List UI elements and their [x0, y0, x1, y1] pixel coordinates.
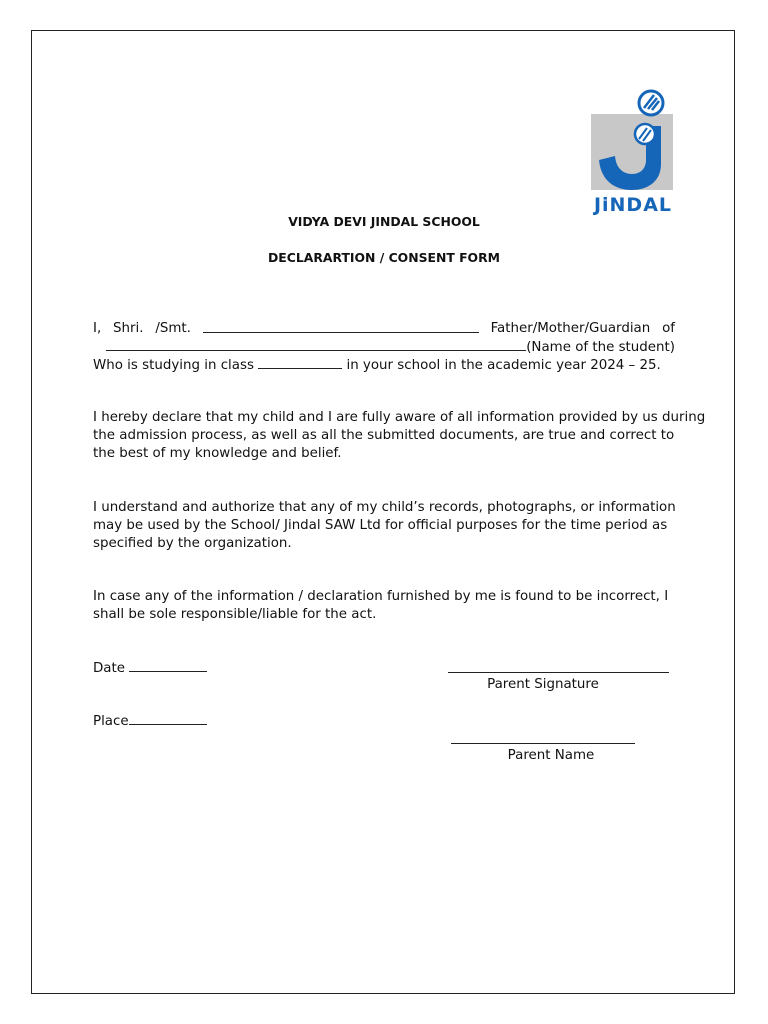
declaration-line: the admission process, as well as all the submitted documents, are true and correct to [93, 428, 675, 443]
class-prefix: Who is studying in class [93, 358, 254, 373]
declaration-line: the best of my knowledge and belief. [93, 446, 342, 461]
logo-wordmark: JiNDAL [593, 194, 673, 216]
intro-relation: Father/Mother/Guardian [490, 321, 651, 336]
school-name: VIDYA DEVI JINDAL SCHOOL [288, 214, 480, 229]
intro-line-2 [93, 338, 675, 356]
parent-name-line[interactable] [451, 743, 635, 744]
intro-of: of [662, 321, 675, 336]
student-name-blank[interactable] [106, 338, 526, 351]
place-field [93, 712, 207, 729]
date-blank[interactable] [129, 659, 207, 672]
declaration-paragraph [93, 409, 706, 463]
intro-line-1 [93, 320, 675, 338]
parent-signature-label: Parent Signature [487, 677, 599, 692]
authorization-line: I understand and authorize that any of my child’s records, photographs, or information [93, 500, 676, 515]
authorization-line: specified by the organization. [93, 536, 292, 551]
authorization-paragraph [93, 499, 675, 553]
intro-shri: Shri. [113, 321, 144, 336]
class-suffix: in your school in the academic year 2024 – 25. [346, 358, 661, 373]
declaration-line: I hereby declare that my child and I are fully aware of all information provided by us during [93, 410, 706, 425]
jindal-logo [589, 88, 677, 216]
intro-smt: /Smt. [155, 321, 191, 336]
place-label: Place [93, 714, 129, 729]
date-label: Date [93, 661, 126, 676]
name-of-student-label: (Name of the student) [526, 340, 675, 355]
liability-line: shall be sole responsible/liable for the act. [93, 607, 377, 622]
class-blank[interactable] [258, 356, 342, 369]
intro-paragraph [93, 320, 675, 374]
parent-name-label: Parent Name [507, 748, 595, 763]
guardian-name-blank[interactable] [203, 320, 479, 333]
date-field [93, 659, 207, 676]
liability-line: In case any of the information / declaration furnished by me is found to be incorrect, I [93, 589, 669, 604]
place-blank[interactable] [129, 712, 207, 725]
jindal-j-logo-icon [589, 88, 677, 192]
form-title: DECLARARTION / CONSENT FORM [268, 250, 500, 265]
parent-signature-line[interactable] [448, 672, 669, 673]
intro-line-3 [93, 356, 675, 374]
intro-i: I, [93, 321, 102, 336]
liability-paragraph [93, 588, 675, 624]
authorization-line: may be used by the School/ Jindal SAW Ltd for official purposes for the time period as [93, 518, 668, 533]
